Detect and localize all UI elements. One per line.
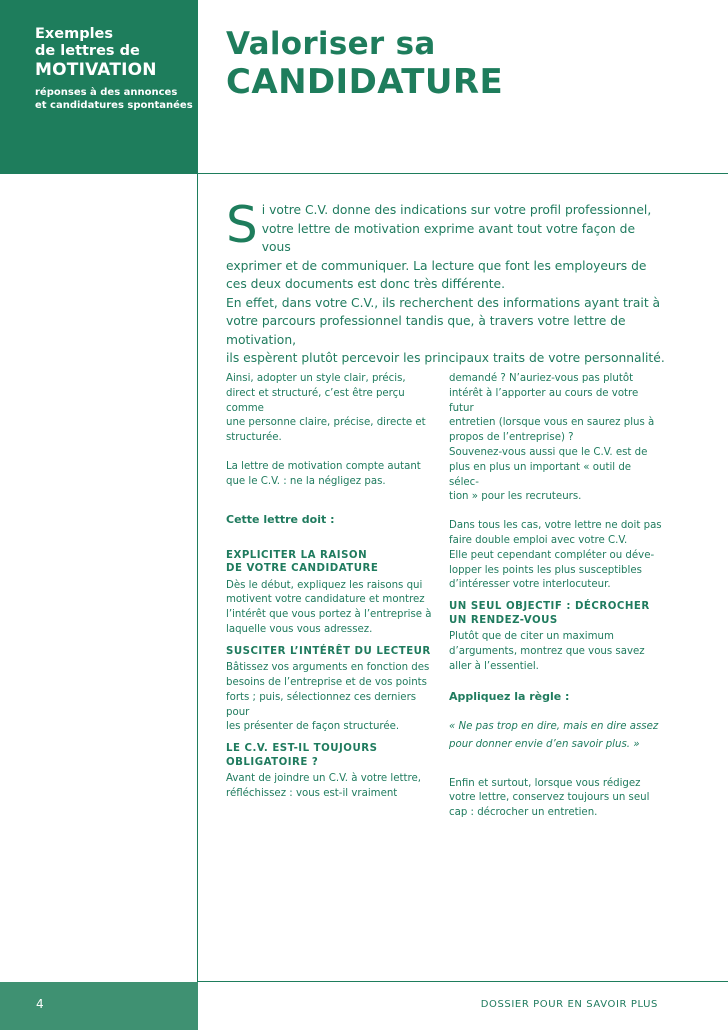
text-line: entretien (lorsque vous en saurez plus à [449,417,655,429]
sidebar-line2: de lettres de [35,43,140,59]
paragraph [449,372,663,505]
text-line: propos de l’entreprise) ? [449,432,574,444]
intro-line: exprimer et de communiquer. La lecture que font les employeurs de [226,258,647,273]
section-heading [449,600,663,627]
paragraph [226,579,440,638]
text-line: intérêt à l’apporter au cours de votre futur [449,387,639,414]
text-line: lopper les points les plus susceptibles [449,564,642,576]
paragraph [226,661,440,735]
top-divider [0,173,728,174]
heading-line: SUSCITER L’INTÉRÊT DU LECTEUR [226,645,431,657]
bottom-divider [197,981,728,982]
text-line: demandé ? N’auriez-vous pas plutôt [449,373,634,384]
quote-line: pour donner envie d’en savoir plus. » [449,739,640,751]
lead-heading: Appliquez la règle : [449,689,570,703]
intro-line: votre parcours professionnel tandis que, à travers votre lettre de motivation, [226,314,626,347]
intro-line: i votre C.V. donne des indications sur votre profil professionnel, [261,203,652,217]
text-line: laquelle vous vous adressez. [226,623,373,635]
intro-paragraph [226,196,666,368]
intro-line: En effet, dans votre C.V., ils recherchent des informations ayant trait à [226,295,661,310]
text-line: que le C.V. : ne la négligez pas. [226,475,386,487]
paragraph [449,630,663,674]
page-number-box [0,982,198,1030]
page-number: 4 [36,997,44,1011]
text-line: Plutôt que de citer un maximum [449,631,614,643]
text-line: Souvenez-vous aussi que le C.V. est de [449,446,648,458]
intro-line: votre lettre de motivation exprime avant tout votre façon de vous [261,221,636,254]
text-line: réfléchissez : vous est-il vraiment [226,788,398,800]
quote-line: « Ne pas trop en dire, mais en dire assez [449,720,659,732]
sidebar-subtitle [35,86,198,112]
text-line: votre lettre, conservez toujours un seul [449,792,650,804]
sidebar-header [0,0,198,173]
paragraph [226,772,440,802]
heading-line: OBLIGATOIRE ? [226,756,319,768]
section-heading [226,645,440,659]
heading-line: EXPLICITER LA RAISON [226,549,368,561]
sidebar-subtitle-line: et candidatures spontanées [35,100,193,111]
heading-line: LE C.V. EST-IL TOUJOURS [226,743,378,755]
text-line: forts ; puis, sélectionnez ces derniers pour [226,691,417,718]
footer-section-label: DOSSIER POUR EN SAVOIR PLUS [480,999,658,1010]
quote [449,718,663,755]
page-title-line1: Valoriser sa [226,26,436,62]
text-line: une personne claire, précise, directe et [226,417,426,429]
text-line: direct et structuré, c’est être perçu comme [226,387,405,414]
text-line: Enfin et surtout, lorsque vous rédigez [449,777,641,789]
text-line: Elle peut cependant compléter ou déve- [449,549,655,561]
vertical-divider [197,0,198,982]
text-line: aller à l’essentiel. [449,660,539,672]
text-line: d’arguments, montrez que vous savez [449,645,645,657]
text-line: cap : décrocher un entretien. [449,807,598,819]
heading-line: UN SEUL OBJECTIF : DÉCROCHER [449,601,650,613]
text-line: tion » pour les recruteurs. [449,491,582,503]
paragraph [449,777,663,821]
text-line: La lettre de motivation compte autant [226,460,421,472]
paragraph [226,460,440,490]
right-column [449,372,663,821]
text-line: besoins de l’entreprise et de vos points [226,677,427,689]
page-title-line2: CANDIDATURE [226,62,504,102]
paragraph [226,372,440,446]
sidebar-line1: Exemples [35,26,114,42]
heading-line: UN RENDEZ-VOUS [449,614,558,626]
section-heading [226,549,440,576]
text-line: d’intéresser votre interlocuteur. [449,579,611,591]
text-line: Avant de joindre un C.V. à votre lettre, [226,773,421,785]
text-line: plus en plus un important « outil de sélec- [449,461,632,488]
drop-cap: S [226,196,258,254]
paragraph [449,519,663,593]
section-heading [226,742,440,769]
intro-line: ces deux documents est donc très différente. [226,277,506,291]
text-line: faire double emploi avec votre C.V. [449,534,628,546]
text-line: Bâtissez vos arguments en fonction des [226,662,430,674]
lead-heading: Cette lettre doit : [226,512,335,526]
sidebar-line3: MOTIVATION [35,60,157,80]
text-line: structurée. [226,432,282,444]
text-line: motivent votre candidature et montrez [226,594,425,606]
text-line: les présenter de façon structurée. [226,721,400,733]
heading-line: DE VOTRE CANDIDATURE [226,563,379,575]
sidebar-subtitle-line: réponses à des annonces [35,87,178,98]
page-title [226,26,706,102]
text-line: Ainsi, adopter un style clair, précis, [226,373,406,384]
text-line: Dans tous les cas, votre lettre ne doit pas [449,520,662,532]
intro-line: ils espèrent plutôt percevoir les principaux traits de votre personnalité. [226,351,665,365]
text-line: Dès le début, expliquez les raisons qui [226,579,423,591]
left-column [226,372,440,802]
text-line: l’intérêt que vous portez à l’entreprise à [226,609,432,621]
